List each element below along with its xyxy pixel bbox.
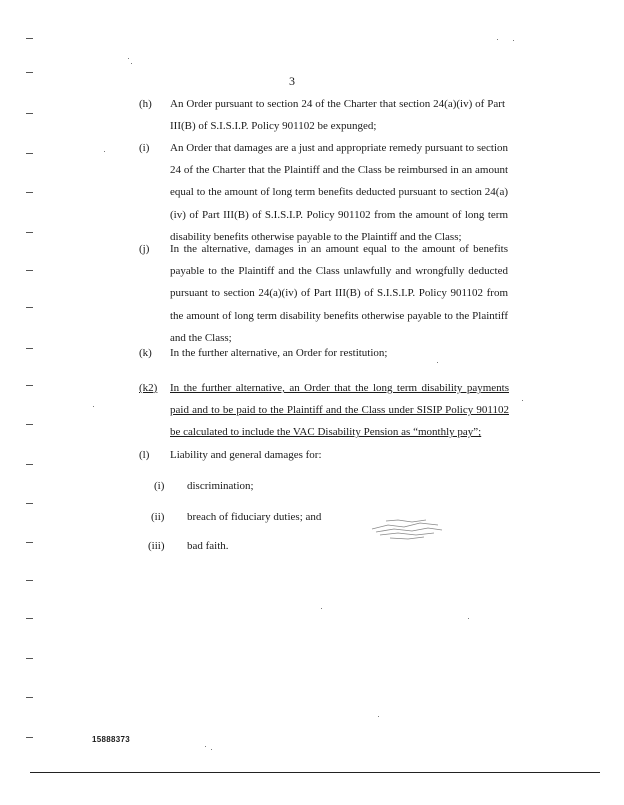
item-text-h: An Order pursuant to section 24 of the Charter that section 24(a)(iv) of Part III(B) of S.I.S.I.P. Policy 901102 be expunged; (170, 98, 505, 133)
item-text-j: In the alternative, damages in an amount equal to the amount of benefits payable to the Plaintiff and the Class unlawfully and wrongfully deducted pursuant to section 24(a)(iv) of Part III(B) of S.I.S.I.P. Policy 901102 from the amount of long term disability benefits otherwise payable to the Plaintiff and the Class; (170, 243, 508, 344)
margin-mark (26, 113, 33, 114)
scan-speck (378, 716, 379, 717)
scan-speck (211, 749, 212, 750)
sub-item-text-i: discrimination; (187, 480, 254, 492)
margin-mark (26, 307, 33, 308)
margin-mark (26, 658, 33, 659)
sub-item-text-iii: bad faith. (187, 540, 229, 552)
item-text-i: An Order that damages are a just and appropriate remedy pursuant to section 24 of the Charter that the Plaintiff and the Class be reimbursed in an amount equal to the amount of long term benefits deducted pursuant to section 24(a)(iv) of Part III(B) of S.I.S.I.P. Policy 901102 from the amount of long term disability benefits otherwise payable to the Plaintiff and the Class; (170, 142, 508, 243)
scan-speck (522, 400, 523, 401)
scan-speck (437, 362, 438, 363)
margin-mark (26, 232, 33, 233)
scan-speck (104, 151, 105, 152)
margin-mark (26, 424, 33, 425)
document-id: 15888373 (92, 735, 130, 744)
margin-mark (26, 580, 33, 581)
scan-speck (321, 608, 322, 609)
scan-speck (513, 40, 514, 41)
item-label-l: (l) (139, 449, 150, 461)
scan-speck (131, 63, 132, 64)
sub-item-label-ii: (ii) (151, 511, 165, 523)
item-label-j: (j) (139, 243, 150, 255)
sub-item-label-i: (i) (154, 480, 165, 492)
margin-mark (26, 348, 33, 349)
margin-mark (26, 618, 33, 619)
scan-speck (128, 58, 129, 59)
margin-mark (26, 542, 33, 543)
item-label-k: (k) (139, 347, 152, 359)
margin-mark (26, 192, 33, 193)
sub-item-text-ii: breach of fiduciary duties; and (187, 511, 322, 523)
item-text-k2: In the further alternative, an Order that the long term disability payments paid and to be paid to the Plaintiff and the Class under SISIP Policy 901102 be calculated to include the VAC Disability Pension as “monthly pay”; (170, 382, 509, 439)
margin-mark (26, 697, 33, 698)
margin-mark (26, 38, 33, 39)
margin-mark (26, 464, 33, 465)
scan-speck (93, 406, 94, 407)
item-label-i: (i) (139, 142, 150, 154)
margin-mark (26, 153, 33, 154)
item-text-k: In the further alternative, an Order for restitution; (170, 347, 388, 359)
margin-mark (26, 737, 33, 738)
margin-mark (26, 270, 33, 271)
margin-mark (26, 503, 33, 504)
sub-item-label-iii: (iii) (148, 540, 165, 552)
page-number: 3 (289, 74, 295, 88)
margin-mark (26, 72, 33, 73)
bottom-rule (30, 772, 600, 773)
scan-speck (497, 39, 498, 40)
scan-speck (468, 618, 469, 619)
faint-stamp-mark (368, 515, 446, 543)
item-text-l: Liability and general damages for: (170, 449, 322, 461)
item-label-k2: (k2) (139, 382, 158, 394)
scan-speck (205, 746, 206, 747)
item-label-h: (h) (139, 98, 152, 110)
margin-mark (26, 385, 33, 386)
